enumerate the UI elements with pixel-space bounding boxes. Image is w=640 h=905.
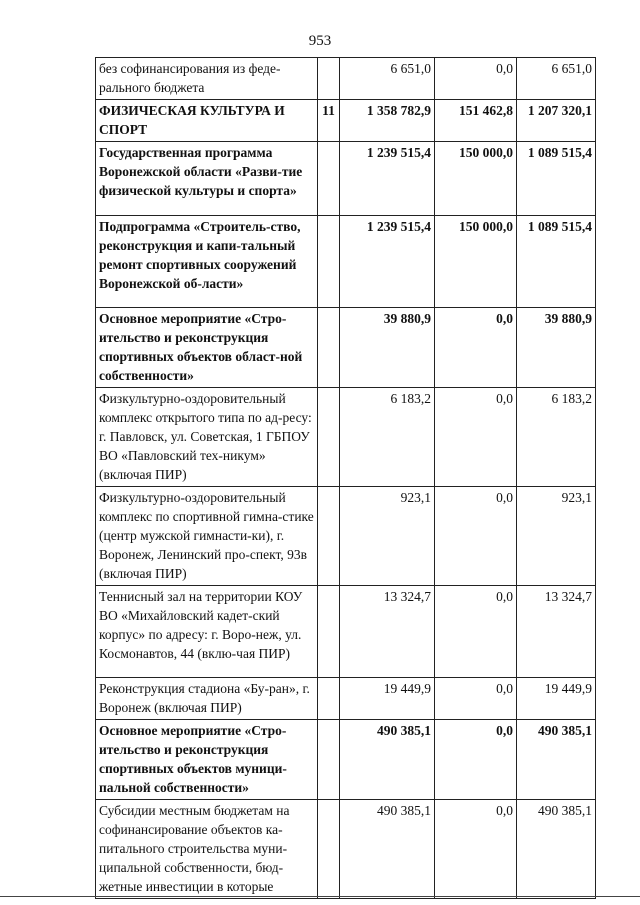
row-value-federal: 150 000,0 — [435, 142, 517, 216]
table-row — [96, 216, 596, 308]
row-name-cell: ФИЗИЧЕСКАЯ КУЛЬТУРА И СПОРТ — [96, 100, 318, 142]
row-value-regional: 13 324,7 — [517, 586, 596, 678]
row-value-total: 13 324,7 — [340, 586, 435, 678]
row-code-cell — [318, 308, 340, 388]
row-name-cell: без софинансирования из феде-ральнoго бюджета — [96, 58, 318, 100]
row-value-federal: 0,0 — [435, 388, 517, 487]
row-value-federal: 0,0 — [435, 800, 517, 899]
row-code-cell — [318, 216, 340, 308]
row-value-regional: 39 880,9 — [517, 308, 596, 388]
row-value-total: 1 239 515,4 — [340, 142, 435, 216]
row-name-cell: Субсидии местным бюджетам на софинансирование объектов ка-питального строительства муни-ципальной собственности, бюд-жетные инвестиции в которые — [96, 800, 318, 899]
table-row — [96, 100, 596, 142]
row-name-cell: Основное мероприятие «Стро-ительство и реконструкция спортивных объектов муници-пальной собственности» — [96, 720, 318, 800]
row-value-total: 1 239 515,4 — [340, 216, 435, 308]
row-value-regional: 490 385,1 — [517, 720, 596, 800]
row-value-federal: 0,0 — [435, 487, 517, 586]
row-code-cell — [318, 487, 340, 586]
table-row — [96, 586, 596, 678]
row-code-cell — [318, 678, 340, 720]
row-value-federal: 0,0 — [435, 58, 517, 100]
row-code-cell — [318, 586, 340, 678]
row-value-regional: 6 183,2 — [517, 388, 596, 487]
table-row — [96, 678, 596, 720]
row-value-total: 6 651,0 — [340, 58, 435, 100]
row-name-cell: Физкультурно-оздоровительный комплекс по спортивной гимна-стике (центр мужской гимнасти-ки), г. Воронеж, Ленинский про-спект, 93в (включая ПИР) — [96, 487, 318, 586]
table-row — [96, 487, 596, 586]
row-name-cell: Подпрограмма «Строитель-ство, реконструкция и капи-тальный ремонт спортивных сооружений Воронежской об-ласти» — [96, 216, 318, 308]
row-value-total: 39 880,9 — [340, 308, 435, 388]
row-value-federal: 151 462,8 — [435, 100, 517, 142]
row-code-cell — [318, 720, 340, 800]
row-code-cell — [318, 800, 340, 899]
row-code-cell — [318, 388, 340, 487]
row-name-cell: Теннисный зал на территории КОУ ВО «Михайловский кадет-ский корпус» по адресу: г. Воро-неж, ул. Космонавтов, 44 (вклю-чая ПИР) — [96, 586, 318, 678]
row-value-regional: 6 651,0 — [517, 58, 596, 100]
page-bottom-rule — [0, 896, 640, 897]
row-value-regional: 1 089 515,4 — [517, 142, 596, 216]
row-value-total: 19 449,9 — [340, 678, 435, 720]
row-value-total: 1 358 782,9 — [340, 100, 435, 142]
row-value-federal: 0,0 — [435, 586, 517, 678]
row-name-cell: Физкультурно-оздоровительный комплекс открытого типа по ад-ресу: г. Павловск, ул. Советская, 1 ГБПОУ ВО «Павловский тех-никум» (включая ПИР) — [96, 388, 318, 487]
row-name-cell: Основное мероприятие «Стро-ительство и реконструкция спортивных объектов област-ной собственности» — [96, 308, 318, 388]
row-value-federal: 0,0 — [435, 720, 517, 800]
row-value-total: 6 183,2 — [340, 388, 435, 487]
table-row — [96, 800, 596, 899]
table-row — [96, 720, 596, 800]
row-value-regional: 19 449,9 — [517, 678, 596, 720]
table-row — [96, 308, 596, 388]
row-code-cell — [318, 142, 340, 216]
row-value-federal: 0,0 — [435, 308, 517, 388]
row-value-federal: 150 000,0 — [435, 216, 517, 308]
row-value-regional: 923,1 — [517, 487, 596, 586]
row-value-total: 490 385,1 — [340, 720, 435, 800]
table-row — [96, 388, 596, 487]
row-name-cell: Реконструкция стадиона «Бу-ран», г. Воронеж (включая ПИР) — [96, 678, 318, 720]
row-name-cell: Государственная программа Воронежской области «Разви-тие физической культуры и спорта» — [96, 142, 318, 216]
budget-table — [95, 57, 596, 899]
row-value-total: 923,1 — [340, 487, 435, 586]
table-row — [96, 58, 596, 100]
row-code-cell: 11 — [318, 100, 340, 142]
row-value-regional: 490 385,1 — [517, 800, 596, 899]
row-value-regional: 1 207 320,1 — [517, 100, 596, 142]
page-number: 953 — [308, 33, 332, 49]
table-row — [96, 142, 596, 216]
row-value-federal: 0,0 — [435, 678, 517, 720]
row-value-total: 490 385,1 — [340, 800, 435, 899]
row-value-regional: 1 089 515,4 — [517, 216, 596, 308]
row-code-cell — [318, 58, 340, 100]
